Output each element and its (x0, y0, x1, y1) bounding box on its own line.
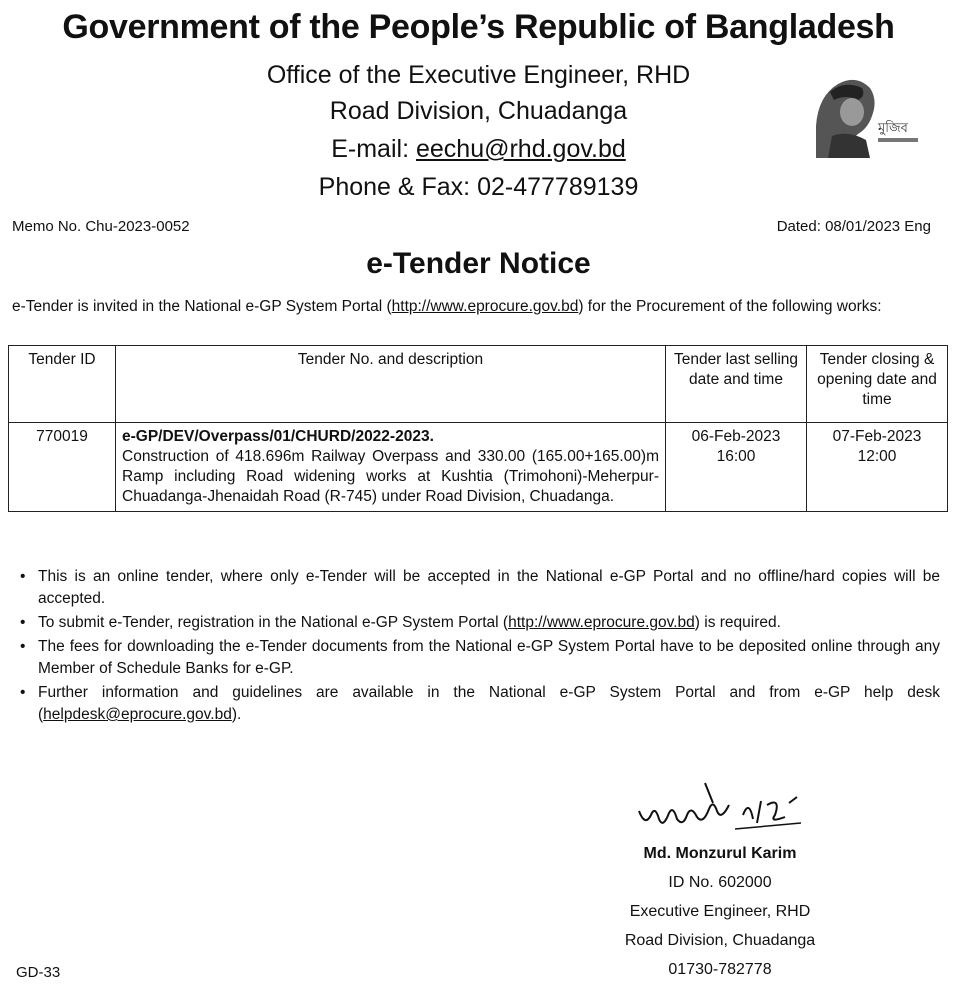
notes-list (14, 566, 940, 728)
closing-datetime (807, 423, 948, 512)
signatory-name: Md. Monzurul Karim (643, 845, 797, 862)
document-title: Government of the People’s Republic of Bangladesh (62, 8, 895, 46)
selling-time: 16:00 (716, 448, 756, 465)
tender-table (8, 345, 948, 512)
signature-icon (625, 775, 815, 847)
phone-label: Phone & Fax: (318, 173, 471, 201)
phone-line (0, 172, 957, 202)
closing-date: 07-Feb-2023 (832, 428, 922, 445)
selling-datetime (666, 423, 807, 512)
header-selling-date: Tender last selling date and time (666, 346, 807, 423)
eprocure-link-2[interactable]: http://www.eprocure.gov.bd (508, 614, 695, 631)
table-header-row (9, 346, 948, 423)
closing-time: 12:00 (857, 448, 897, 465)
header-description: Tender No. and description (116, 346, 666, 423)
notice-title: e-Tender Notice (366, 247, 591, 280)
list-item: • The fees for downloading the e-Tender documents from the National e-GP System Portal have to be deposited online through any Member of Schedule Banks for e-GP. (14, 636, 940, 680)
helpdesk-email-link[interactable]: helpdesk@eprocure.gov.bd (43, 706, 232, 723)
memo-number: Memo No. Chu-2023-0052 (12, 218, 190, 235)
emblem-text: মুজিব (878, 121, 908, 136)
list-item: • Further information and guidelines are available in the National e-GP System Portal and from e-GP help desk (helpdesk@eprocure.gov.bd). (14, 682, 940, 726)
footer-code: GD-33 (16, 964, 61, 981)
selling-date: 06-Feb-2023 (691, 428, 781, 445)
portrait-emblem-icon (808, 66, 926, 160)
signatory-id: ID No. 602000 (668, 874, 772, 891)
email-link[interactable]: eechu@rhd.gov.bd (415, 135, 626, 163)
signatory-division: Road Division, Chuadanga (624, 932, 816, 949)
division-name: Road Division, Chuadanga (329, 97, 628, 125)
tender-id: 770019 (9, 423, 116, 512)
signatory-phone: 01730-782778 (668, 961, 772, 978)
list-item: • This is an online tender, where only e-Tender will be accepted in the National e-GP Portal and no offline/hard copies will be accepted. (14, 566, 940, 610)
memo-date: Dated: 08/01/2023 Eng (776, 218, 931, 235)
tender-description: Construction of 418.696m Railway Overpass and 330.00 (165.00+165.00)m Ramp including Road widening works at Kushtia (Trimohoni)-Meherpur-Chuadanga-Jhenaidah Road (R-745) under Road Division, Chuadanga. (122, 448, 659, 505)
table-row (9, 423, 948, 512)
phone-number: 02-477789139 (477, 173, 639, 201)
header-tender-id: Tender ID (9, 346, 116, 423)
email-label: E-mail: (331, 135, 410, 163)
eprocure-link[interactable]: http://www.eprocure.gov.bd (391, 298, 579, 315)
tender-code: e-GP/DEV/Overpass/01/CHURD/2022-2023. (122, 428, 434, 445)
signatory-title: Executive Engineer, RHD (629, 903, 811, 920)
header-closing-date: Tender closing & opening date and time (807, 346, 948, 423)
list-item: • To submit e-Tender, registration in the National e-GP System Portal (http://www.eprocure.gov.bd) is required. (14, 612, 940, 634)
tender-description-cell (116, 423, 666, 512)
intro-paragraph: e-Tender is invited in the National e-GP System Portal (http://www.eprocure.gov.bd) for the Procurement of the following works: (12, 298, 882, 315)
office-name: Office of the Executive Engineer, RHD (266, 61, 691, 89)
